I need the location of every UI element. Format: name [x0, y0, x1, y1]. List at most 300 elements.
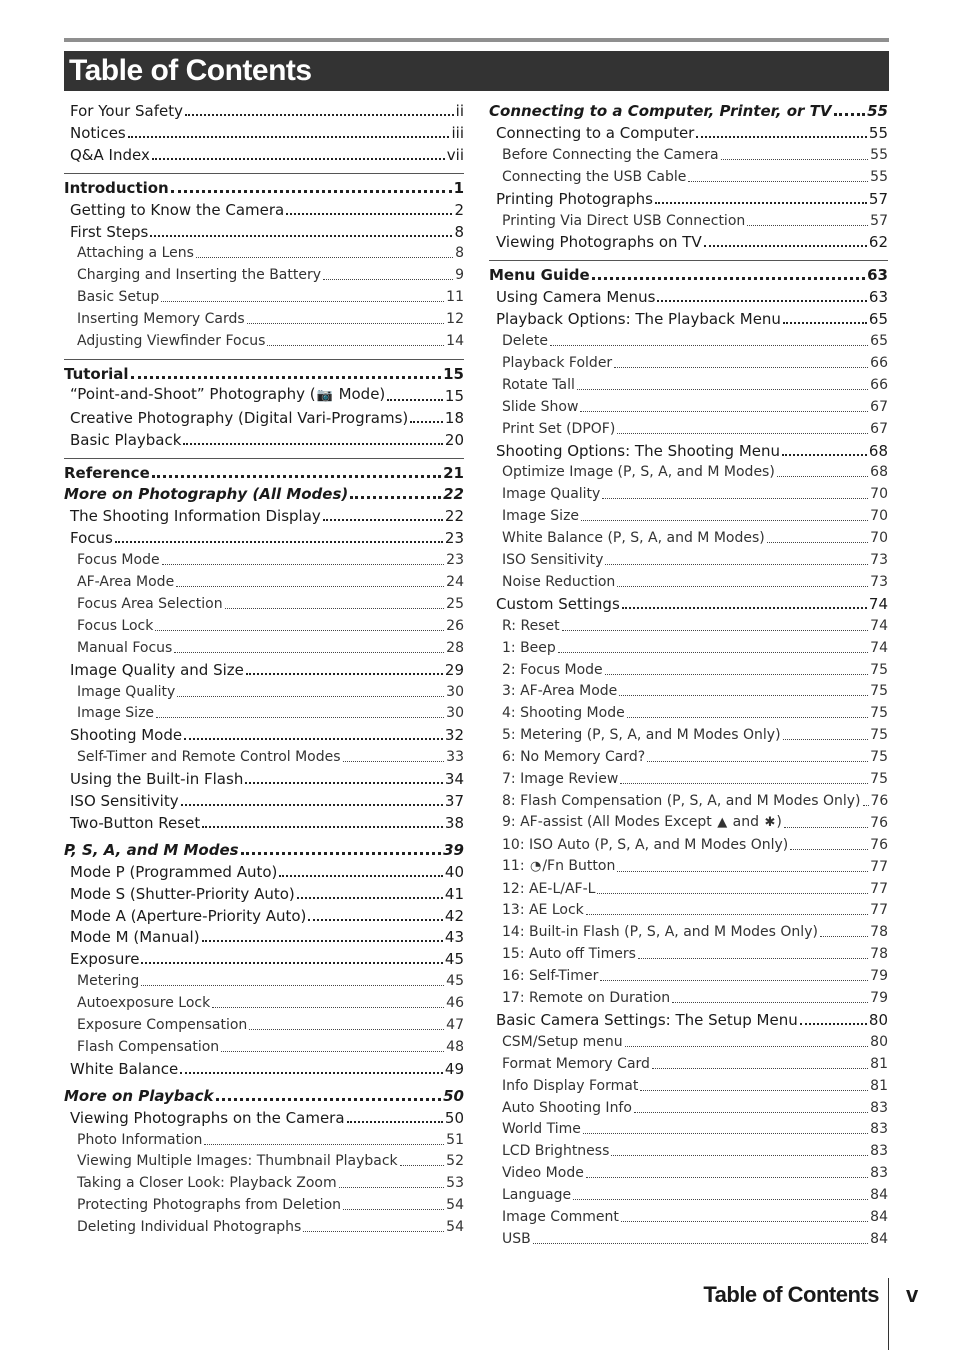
toc-entry-page: 12: [446, 311, 464, 328]
toc-entry-title: [64, 363, 129, 385]
toc-entry-notices[interactable]: [64, 122, 464, 144]
dot-leader: [620, 783, 868, 784]
toc-entry-image-quality[interactable]: [489, 483, 888, 505]
dot-leader: [863, 805, 869, 806]
toc-entry-7-image-review[interactable]: [489, 768, 888, 790]
toc-entry-page: 74: [870, 639, 888, 656]
toc-entry-exposure[interactable]: [64, 948, 464, 970]
toc-entry-text: Using the Built-in Flash: [70, 770, 244, 789]
dot-leader: [150, 235, 452, 237]
dot-leader: [605, 674, 869, 675]
dot-leader: [177, 696, 444, 697]
toc-entry-basic-camera-settings-the-setup-menu[interactable]: [489, 1009, 888, 1031]
toc-entry-text: Connecting to a Computer, Printer, or TV: [489, 102, 832, 120]
toc-entry-text: Delete: [502, 333, 548, 349]
dot-leader: [339, 1187, 445, 1188]
toc-entry-attaching-a-lens[interactable]: [64, 242, 464, 264]
toc-entry-page: ii: [455, 102, 464, 120]
toc-entry-charging-and-inserting-the-battery[interactable]: [64, 264, 464, 286]
dot-leader: [184, 738, 443, 740]
toc-entry-text: Mode A (Aperture-Priority Auto): [70, 906, 307, 925]
toc-entry-text: Rotate Tall: [502, 376, 575, 393]
dot-leader: [156, 717, 444, 718]
dot-leader: [400, 1165, 445, 1166]
dot-leader: [619, 695, 868, 696]
toc-entry-8-flash-compensation-p-s-a-and-m-modes-only[interactable]: [489, 790, 888, 812]
toc-entry-text: AF-Area Mode: [77, 574, 175, 590]
toc-entry-page: 50: [444, 1108, 464, 1127]
toc-entry-text: Connecting to a Computer: [496, 123, 695, 142]
toc-entry-protecting-photographs-from-deletion[interactable]: [64, 1194, 464, 1216]
toc-entry-page: 40: [444, 862, 464, 881]
dot-leader: [343, 1209, 444, 1210]
toc-entry-focus-area-selection[interactable]: [64, 593, 464, 615]
toc-entry-page: 47: [446, 1017, 464, 1033]
toc-entry-page: 42: [444, 906, 464, 925]
toc-entry-title: [502, 768, 618, 790]
toc-entry-reference[interactable]: [64, 462, 464, 484]
dot-leader: [638, 958, 868, 959]
dot-leader: [573, 1199, 868, 1200]
dot-leader: [303, 1231, 444, 1232]
toc-entry-title: [496, 593, 620, 615]
dot-leader: [350, 496, 441, 499]
toc-entry-before-connecting-the-camera[interactable]: [489, 144, 888, 166]
toc-entry-focus[interactable]: [64, 527, 464, 549]
toc-entry-title: [77, 1194, 341, 1216]
toc-entry-playback-options-the-playback-menu[interactable]: [489, 308, 888, 330]
dot-leader: [652, 1068, 868, 1069]
dot-leader: [625, 1046, 869, 1047]
toc-entry-text: Focus Lock: [77, 617, 154, 634]
toc-entry-point-and-shoot-photography-mode[interactable]: [64, 385, 464, 407]
toc-entry-language[interactable]: [489, 1184, 888, 1206]
dot-leader: [586, 914, 868, 915]
toc-entry-viewing-photographs-on-the-camera[interactable]: [64, 1107, 464, 1129]
toc-entry-title: [77, 1150, 398, 1172]
dot-leader: [581, 520, 868, 521]
toc-entry-title: [502, 1053, 650, 1075]
toc-entry-title: [64, 462, 150, 484]
toc-entry-title: [70, 812, 200, 834]
toc-entry-image-size[interactable]: [64, 702, 464, 724]
toc-entry-af-area-mode[interactable]: [64, 571, 464, 593]
toc-entry-page: 25: [446, 595, 464, 612]
toc-entry-page: 68: [870, 464, 888, 481]
toc-entry-text: 7: Image Review: [502, 771, 619, 787]
toc-entry-1-beep[interactable]: [489, 637, 888, 659]
toc-entry-title: [502, 921, 818, 943]
toc-entry-printing-via-direct-usb-connection[interactable]: [489, 210, 888, 232]
toc-entry-text: Language: [502, 1187, 572, 1204]
toc-entry-image-quality[interactable]: [64, 681, 464, 703]
toc-entry-title: [70, 1058, 178, 1080]
toc-entry-text: 9: AF-assist (All Modes Except: [502, 813, 717, 830]
toc-entry-4-shooting-mode[interactable]: [489, 702, 888, 724]
toc-entry-text: Q&A Index: [70, 145, 150, 164]
toc-entry-title: [502, 1075, 638, 1097]
toc-entry-shooting-options-the-shooting-menu[interactable]: [489, 440, 888, 462]
toc-entry-mode-m-manual[interactable]: [64, 926, 464, 948]
toc-entry-title: [502, 571, 615, 593]
toc-entry-noise-reduction[interactable]: [489, 571, 888, 593]
toc-entry-viewing-photographs-on-tv[interactable]: [489, 231, 888, 253]
toc-entry-connecting-to-a-computer[interactable]: [489, 122, 888, 144]
toc-entry-text: “Point-and-Shoot” Photography (: [70, 384, 316, 403]
dot-leader: [180, 1072, 443, 1074]
dot-leader: [655, 202, 867, 204]
toc-entry-title: [70, 144, 150, 166]
dot-leader: [611, 1155, 868, 1156]
toc-entry-title: [502, 1118, 581, 1140]
toc-entry-basic-setup[interactable]: [64, 286, 464, 308]
toc-entry-text: Mode S (Shutter-Priority Auto): [70, 884, 295, 903]
toc-entry-page: 79: [870, 990, 888, 1006]
toc-entry-title: [502, 878, 595, 900]
toc-entry-connecting-to-a-computer-printer-or-tv[interactable]: [489, 100, 888, 122]
toc-entry-page: 26: [446, 617, 464, 634]
toc-entry-title: [502, 1184, 571, 1206]
footer-page-number: v: [906, 1282, 919, 1307]
toc-entry-metering[interactable]: [64, 970, 464, 992]
toc-entry-page: 48: [446, 1038, 464, 1055]
toc-entry-title: [70, 905, 306, 927]
dot-leader: [784, 827, 868, 828]
toc-entry-text: Focus Mode: [77, 552, 160, 569]
toc-entry-image-comment[interactable]: [489, 1206, 888, 1228]
toc-entry-title: [502, 1206, 619, 1228]
toc-entry-text-after: ): [776, 813, 782, 830]
toc-entry-title: [70, 926, 200, 948]
toc-entry-text: Image Size: [502, 508, 580, 525]
toc-entry-the-shooting-information-display[interactable]: [64, 505, 464, 527]
toc-entry-title: [496, 122, 694, 144]
toc-entry-title: [77, 970, 139, 992]
dot-leader: [614, 367, 868, 368]
toc-entry-page: 18: [444, 408, 464, 427]
toc-entry-text: Printing Photographs: [496, 189, 653, 208]
toc-entry-using-the-built-in-flash[interactable]: [64, 768, 464, 790]
toc-entry-text: Printing Via Direct USB Connection: [502, 212, 746, 229]
toc-entry-page: 84: [870, 1209, 888, 1225]
dot-leader: [249, 1029, 444, 1030]
toc-entry-page: 74: [870, 617, 888, 634]
toc-entry-page: 37: [444, 792, 464, 810]
dot-leader: [204, 1144, 444, 1145]
toc-entry-2-focus-mode[interactable]: [489, 659, 888, 681]
toc-entry-page: 83: [870, 1121, 888, 1138]
dot-leader: [286, 213, 452, 215]
toc-entry-13-ae-lock[interactable]: [489, 899, 888, 921]
toc-entry-mode-a-aperture-priority-auto[interactable]: [64, 905, 464, 927]
toc-entry-text: Inserting Memory Cards: [77, 311, 245, 328]
toc-entry-page: 76: [870, 814, 888, 831]
toc-entry-text: Image Comment: [502, 1209, 619, 1225]
toc-entry-introduction[interactable]: [64, 177, 464, 199]
toc-entry-rotate-tall[interactable]: [489, 374, 888, 396]
toc-entry-page: 66: [870, 354, 888, 371]
dot-leader: [152, 158, 445, 160]
toc-entry-page: 83: [870, 1143, 888, 1160]
toc-entry-page: 9: [455, 267, 464, 284]
toc-entry-text: 14: Built-in Flash (P, S, A, and M Modes Only): [502, 924, 818, 941]
toc-entry-playback-folder[interactable]: [489, 352, 888, 374]
toc-entry-page: 70: [870, 530, 888, 547]
toc-entry-more-on-playback[interactable]: [64, 1085, 464, 1107]
toc-entry-text: Playback Options: The Playback Menu: [496, 310, 781, 329]
toc-entry-text: Image Quality: [502, 486, 601, 503]
toc-entry-more-on-photography-all-modes[interactable]: [64, 483, 464, 505]
toc-entry-title: [77, 702, 154, 724]
dot-leader: [152, 475, 441, 478]
toc-entry-taking-a-closer-look-playback-zoom[interactable]: [64, 1172, 464, 1194]
toc-entry-title: [502, 746, 645, 768]
toc-entry-text: Attaching a Lens: [77, 245, 194, 262]
toc-entry-white-balance[interactable]: [64, 1058, 464, 1080]
toc-entry-title: [502, 210, 745, 232]
toc-entry-self-timer-and-remote-control-modes[interactable]: [64, 746, 464, 768]
toc-entry-title: [496, 308, 781, 330]
toc-entry-15-auto-off-timers[interactable]: [489, 943, 888, 965]
toc-entry-page: 55: [870, 168, 888, 185]
toc-entry-text: Optimize Image (P, S, A, and M Modes): [502, 464, 775, 481]
toc-entry-text: Getting to Know the Camera: [70, 200, 285, 219]
toc-entry-3-af-area-mode[interactable]: [489, 680, 888, 702]
toc-entry-title: [502, 987, 670, 1009]
toc-entry-text: Auto Shooting Info: [502, 1099, 632, 1116]
toc-entry-getting-to-know-the-camera[interactable]: [64, 199, 464, 221]
toc-entry-image-size[interactable]: [489, 505, 888, 527]
toc-entry-page: 8: [454, 222, 464, 241]
auto-mode-icon: 📷: [316, 387, 333, 403]
toc-entry-page: 81: [870, 1055, 888, 1072]
toc-entry-image-quality-and-size[interactable]: [64, 659, 464, 681]
toc-entry-title: [77, 330, 265, 352]
toc-entry-text: More on Playback: [64, 1086, 214, 1105]
dot-leader: [183, 443, 442, 445]
toc-entry-shooting-mode[interactable]: [64, 724, 464, 746]
toc-entry-text: 6: No Memory Card?: [502, 749, 646, 766]
toc-entry-page: 57: [870, 212, 888, 229]
toc-entry-page: 79: [870, 968, 888, 985]
dot-leader: [583, 1133, 868, 1134]
dot-leader: [343, 761, 445, 762]
toc-entry-focus-mode[interactable]: [64, 549, 464, 571]
toc-entry-lcd-brightness[interactable]: [489, 1140, 888, 1162]
dot-leader: [834, 113, 866, 116]
toc-entry-page: 8: [455, 245, 464, 262]
dot-leader: [621, 1221, 868, 1222]
toc-entry-title: [64, 1085, 214, 1107]
dot-leader: [800, 1023, 867, 1025]
dot-leader: [171, 190, 452, 193]
toc-entry-text: 5: Metering (P, S, A, and M Modes Only): [502, 727, 781, 744]
toc-entry-adjusting-viewfinder-focus[interactable]: [64, 330, 464, 352]
toc-entry-text-after: /Fn Button: [542, 857, 616, 874]
toc-entry-6-no-memory-card[interactable]: [489, 746, 888, 768]
toc-entry-optimize-image-p-s-a-and-m-modes[interactable]: [489, 461, 888, 483]
toc-entry-page: 2: [454, 200, 464, 219]
toc-entry-title: [502, 396, 578, 418]
toc-entry-page: 55: [868, 123, 888, 142]
toc-entry-text: Focus: [70, 529, 113, 548]
toc-entry-page: 23: [444, 529, 464, 548]
toc-entry-text: 10: ISO Auto (P, S, A, and M Modes Only): [502, 836, 789, 853]
toc-entry-viewing-multiple-images-thumbnail-playback[interactable]: [64, 1150, 464, 1172]
toc-entry-delete[interactable]: [489, 330, 888, 352]
toc-entry-custom-settings[interactable]: [489, 593, 888, 615]
toc-entry-14-built-in-flash-p-s-a-and-m-modes-only[interactable]: [489, 921, 888, 943]
dot-leader: [387, 399, 443, 401]
toc-entry-text: Photo Information: [77, 1131, 203, 1148]
sports-mode-icon: ✱: [764, 814, 776, 830]
toc-entry-deleting-individual-photographs[interactable]: [64, 1216, 464, 1238]
dot-leader: [202, 826, 443, 828]
toc-entry-text: Manual Focus: [77, 639, 173, 656]
top-rule: [64, 38, 889, 42]
toc-entry-title: [502, 374, 575, 396]
toc-entry-two-button-reset[interactable]: [64, 812, 464, 834]
toc-entry-first-steps[interactable]: [64, 221, 464, 243]
toc-entry-page: 75: [870, 705, 888, 722]
toc-entry-text: Introduction: [64, 178, 169, 197]
toc-entry-11-fn-button[interactable]: [489, 856, 888, 878]
toc-entry-flash-compensation[interactable]: [64, 1036, 464, 1058]
toc-entry-auto-shooting-info[interactable]: [489, 1097, 888, 1119]
dot-leader: [820, 936, 868, 937]
toc-entry-page: 41: [444, 884, 464, 903]
footer-divider: [888, 1278, 889, 1350]
toc-entry-text: P, S, A, and M Modes: [64, 840, 239, 859]
dot-leader: [202, 940, 443, 942]
toc-entry-title: [70, 768, 243, 790]
dot-leader: [216, 1098, 442, 1101]
toc-entry-page: 51: [446, 1131, 464, 1148]
toc-entry-exposure-compensation[interactable]: [64, 1014, 464, 1036]
toc-entry-text: Basic Camera Settings: The Setup Menu: [496, 1010, 798, 1029]
toc-entry-page: 66: [870, 376, 888, 393]
toc-entry-10-iso-auto-p-s-a-and-m-modes-only[interactable]: [489, 834, 888, 856]
toc-entry-format-memory-card[interactable]: [489, 1053, 888, 1075]
toc-entry-page: 33: [446, 749, 464, 766]
toc-entry-text: Mode P (Programmed Auto): [70, 862, 278, 881]
toc-entry-tutorial[interactable]: [64, 363, 464, 385]
toc-entry-text: Focus Area Selection: [77, 595, 223, 612]
toc-entry-title: [496, 231, 702, 253]
toc-entry-autoexposure-lock[interactable]: [64, 992, 464, 1014]
toc-entry-slide-show[interactable]: [489, 396, 888, 418]
dot-leader: [115, 541, 443, 543]
toc-entry-9-af-assist-all-modes-except[interactable]: [489, 812, 888, 834]
toc-entry-page: 68: [868, 441, 888, 460]
toc-entry-title: [502, 702, 625, 724]
toc-entry-title: [70, 948, 139, 970]
toc-entry-info-display-format[interactable]: [489, 1075, 888, 1097]
toc-entry-page: 24: [446, 574, 464, 590]
dot-leader: [617, 433, 868, 434]
toc-entry-creative-photography-digital-vari-programs[interactable]: [64, 407, 464, 429]
toc-entry-white-balance-p-s-a-and-m-modes[interactable]: [489, 527, 888, 549]
toc-entry-world-time[interactable]: [489, 1118, 888, 1140]
toc-entry-print-set-dpof[interactable]: [489, 418, 888, 440]
toc-entry-page: 80: [870, 1033, 888, 1050]
toc-entry-title: [502, 637, 556, 659]
toc-entry-for-your-safety[interactable]: [64, 100, 464, 122]
toc-entry-page: 30: [446, 705, 464, 722]
dot-leader: [600, 980, 868, 981]
toc-entry-title: [77, 264, 321, 286]
toc-entry-q-a-index[interactable]: [64, 144, 464, 166]
toc-entry-title: [70, 861, 277, 883]
toc-entry-text-after: Mode): [333, 384, 386, 403]
toc-entry-text: Exposure Compensation: [77, 1017, 248, 1033]
toc-entry-menu-guide[interactable]: [489, 264, 888, 286]
dot-leader: [617, 871, 868, 872]
toc-entry-text: Video Mode: [502, 1165, 584, 1182]
toc-entry-video-mode[interactable]: [489, 1162, 888, 1184]
toc-entry-12-ae-l-af-l[interactable]: [489, 878, 888, 900]
dot-leader: [196, 257, 453, 258]
toc-entry-title: [70, 1107, 345, 1129]
toc-entry-usb[interactable]: [489, 1228, 888, 1250]
toc-entry-text: For Your Safety: [70, 102, 183, 120]
toc-entry-text: R: Reset: [502, 617, 560, 634]
toc-entry-mode-s-shutter-priority-auto[interactable]: [64, 883, 464, 905]
toc-entry-page: 67: [870, 398, 888, 415]
toc-entry-page: 75: [870, 771, 888, 787]
toc-entry-text: 16: Self-Timer: [502, 968, 599, 985]
toc-entry-text: 17: Remote on Duration: [502, 990, 671, 1006]
toc-entry-text: Two-Button Reset: [70, 813, 201, 832]
toc-entry-title: [502, 680, 617, 702]
toc-entry-text: Shooting Mode: [70, 726, 183, 745]
toc-entry-mode-p-programmed-auto[interactable]: [64, 861, 464, 883]
dot-leader: [128, 136, 450, 138]
toc-entry-text: Taking a Closer Look: Playback Zoom: [77, 1175, 337, 1192]
toc-entry-inserting-memory-cards[interactable]: [64, 308, 464, 330]
toc-entry-r-reset[interactable]: [489, 615, 888, 637]
toc-entry-using-camera-menus[interactable]: [489, 286, 888, 308]
toc-entry-5-metering-p-s-a-and-m-modes-only[interactable]: [489, 724, 888, 746]
toc-entry-title: [70, 199, 284, 221]
toc-entry-text: 1: Beep: [502, 639, 556, 656]
toc-entry-title: [502, 461, 775, 483]
toc-entry-photo-information[interactable]: [64, 1129, 464, 1151]
toc-entry-text: Shooting Options: The Shooting Menu: [496, 441, 781, 460]
toc-entry-17-remote-on-duration[interactable]: [489, 987, 888, 1009]
toc-entry-manual-focus[interactable]: [64, 637, 464, 659]
toc-entry-title: [489, 100, 832, 122]
toc-entry-title: [77, 593, 223, 615]
toc-entry-title: [77, 1172, 337, 1194]
toc-entry-connecting-the-usb-cable[interactable]: [489, 166, 888, 188]
toc-entry-text: Creative Photography (Digital Vari-Programs): [70, 408, 409, 427]
toc-entry-iso-sensitivity[interactable]: [64, 790, 464, 812]
dot-leader: [790, 849, 868, 850]
toc-entry-16-self-timer[interactable]: [489, 965, 888, 987]
toc-entry-p-s-a-and-m-modes[interactable]: [64, 839, 464, 861]
toc-entry-printing-photographs[interactable]: [489, 188, 888, 210]
toc-entry-text: Format Memory Card: [502, 1055, 650, 1072]
toc-entry-iso-sensitivity[interactable]: [489, 549, 888, 571]
toc-entry-text: Connecting the USB Cable: [502, 168, 687, 185]
toc-entry-title: [77, 1129, 202, 1151]
toc-entry-basic-playback[interactable]: [64, 429, 464, 451]
toc-entry-csm-setup-menu[interactable]: [489, 1031, 888, 1053]
toc-entry-title: [502, 899, 584, 921]
toc-entry-focus-lock[interactable]: [64, 615, 464, 637]
toc-entry-page: 83: [870, 1099, 888, 1116]
